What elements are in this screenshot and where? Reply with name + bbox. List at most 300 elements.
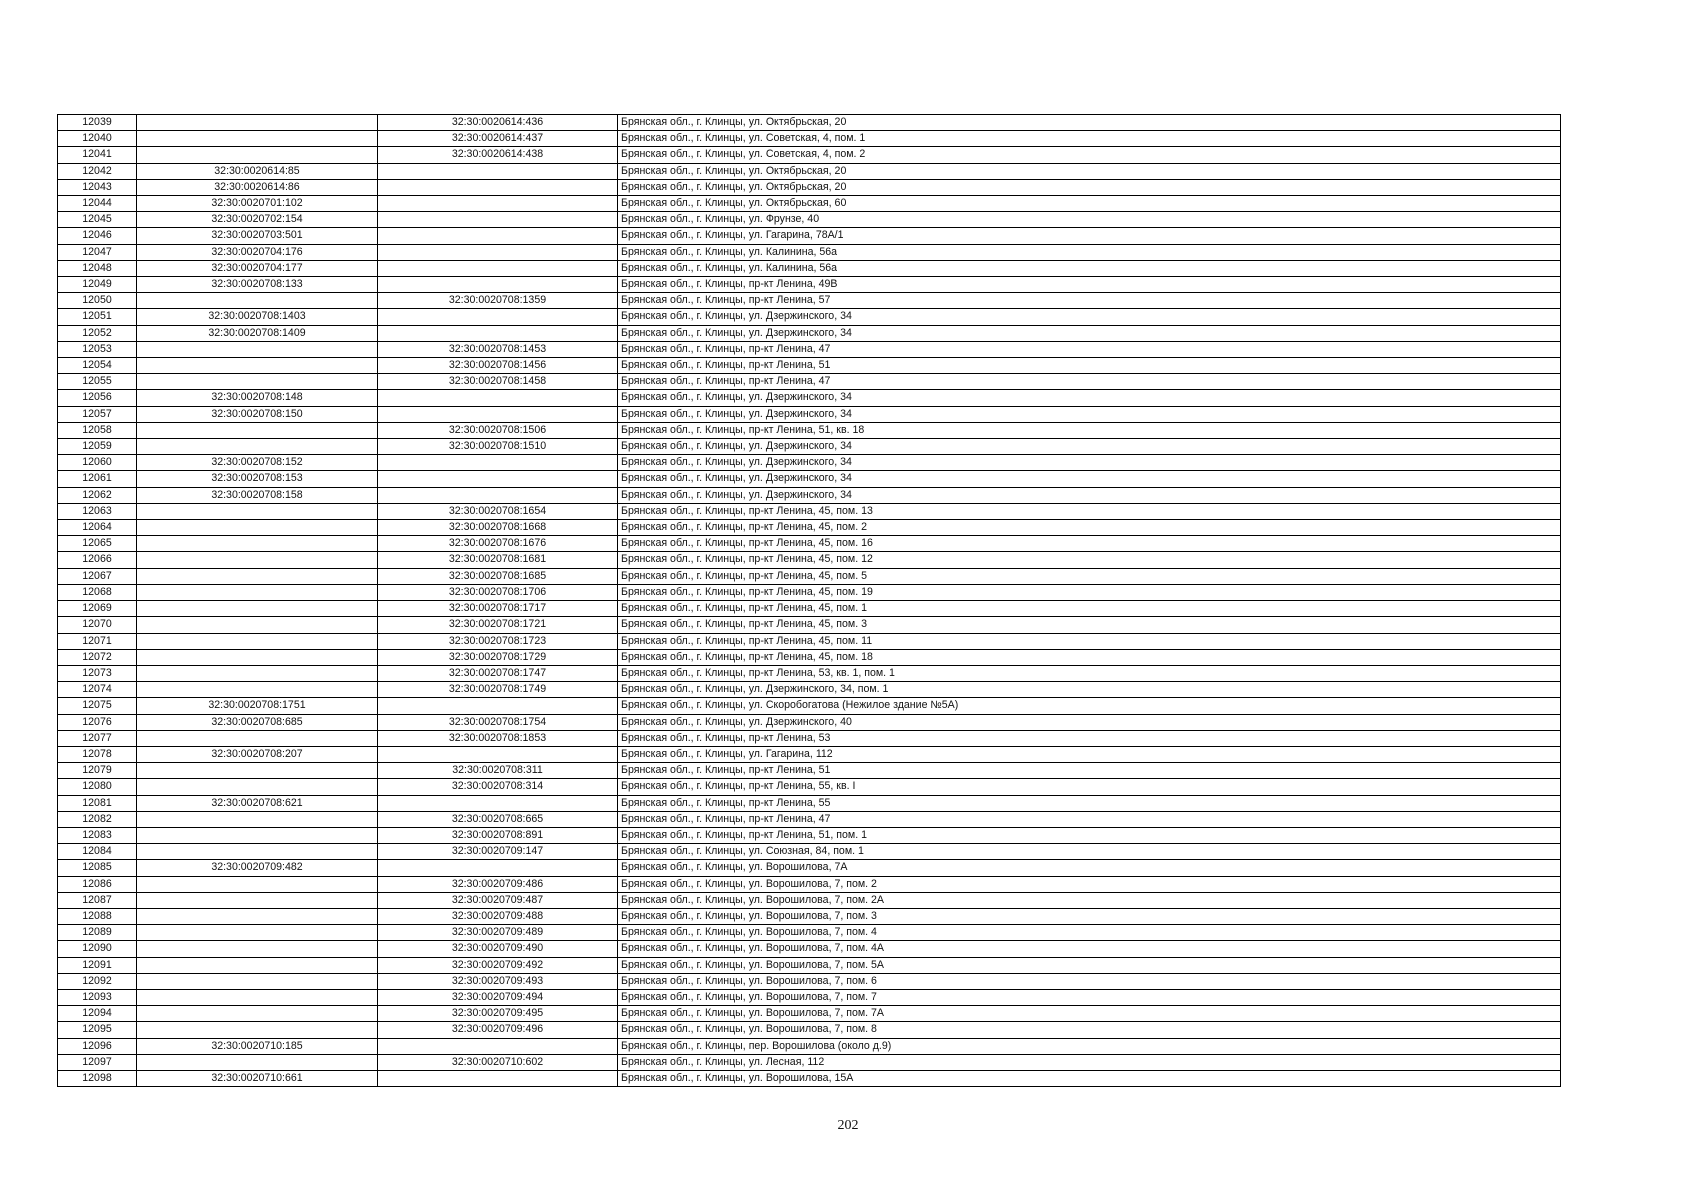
table-row — [58, 196, 1561, 212]
building-cadastral-number-cell: 32:30:0020708:1359 — [378, 293, 618, 309]
address-cell: Брянская обл., г. Клинцы, ул. Гагарина, 112 — [618, 746, 1561, 762]
building-cadastral-number-cell — [378, 309, 618, 325]
row-number-cell: 12073 — [58, 665, 137, 681]
table-row — [58, 325, 1561, 341]
address-cell: Брянская обл., г. Клинцы, ул. Дзержинского, 34 — [618, 309, 1561, 325]
cadastral-number-cell: 32:30:0020708:153 — [137, 471, 378, 487]
table-row — [58, 957, 1561, 973]
building-cadastral-number-cell: 32:30:0020709:486 — [378, 876, 618, 892]
cadastral-number-cell — [137, 892, 378, 908]
table-row — [58, 439, 1561, 455]
building-cadastral-number-cell — [378, 455, 618, 471]
row-number-cell: 12047 — [58, 244, 137, 260]
table-row — [58, 892, 1561, 908]
table-row — [58, 471, 1561, 487]
building-cadastral-number-cell: 32:30:0020708:1506 — [378, 422, 618, 438]
row-number-cell: 12061 — [58, 471, 137, 487]
cadastral-number-cell — [137, 131, 378, 147]
table-row — [58, 228, 1561, 244]
cadastral-number-cell: 32:30:0020708:158 — [137, 487, 378, 503]
building-cadastral-number-cell: 32:30:0020614:436 — [378, 115, 618, 131]
table-row — [58, 617, 1561, 633]
cadastral-number-cell — [137, 779, 378, 795]
row-number-cell: 12070 — [58, 617, 137, 633]
row-number-cell: 12066 — [58, 552, 137, 568]
building-cadastral-number-cell: 32:30:0020708:1676 — [378, 536, 618, 552]
table-row — [58, 746, 1561, 762]
row-number-cell: 12082 — [58, 811, 137, 827]
table-row — [58, 584, 1561, 600]
table-row — [58, 552, 1561, 568]
building-cadastral-number-cell: 32:30:0020708:1456 — [378, 358, 618, 374]
cadastral-number-cell — [137, 503, 378, 519]
cadastral-number-cell: 32:30:0020708:148 — [137, 390, 378, 406]
row-number-cell: 12089 — [58, 925, 137, 941]
cadastral-number-cell — [137, 147, 378, 163]
address-cell: Брянская обл., г. Клинцы, ул. Ворошилова, 7, пом. 4А — [618, 941, 1561, 957]
table-row — [58, 925, 1561, 941]
cadastral-number-cell — [137, 649, 378, 665]
address-cell: Брянская обл., г. Клинцы, ул. Дзержинского, 34 — [618, 439, 1561, 455]
cadastral-number-cell: 32:30:0020704:176 — [137, 244, 378, 260]
row-number-cell: 12095 — [58, 1022, 137, 1038]
building-cadastral-number-cell: 32:30:0020614:437 — [378, 131, 618, 147]
building-cadastral-number-cell: 32:30:0020709:490 — [378, 941, 618, 957]
row-number-cell: 12048 — [58, 260, 137, 276]
address-cell: Брянская обл., г. Клинцы, ул. Дзержинского, 34 — [618, 471, 1561, 487]
table-row — [58, 163, 1561, 179]
address-cell: Брянская обл., г. Клинцы, ул. Ворошилова, 7, пом. 2А — [618, 892, 1561, 908]
building-cadastral-number-cell — [378, 746, 618, 762]
address-cell: Брянская обл., г. Клинцы, пр-кт Ленина, 51 — [618, 358, 1561, 374]
address-cell: Брянская обл., г. Клинцы, ул. Дзержинского, 40 — [618, 714, 1561, 730]
building-cadastral-number-cell — [378, 163, 618, 179]
building-cadastral-number-cell — [378, 244, 618, 260]
cadastral-number-cell — [137, 1022, 378, 1038]
row-number-cell: 12062 — [58, 487, 137, 503]
cadastral-number-cell: 32:30:0020701:102 — [137, 196, 378, 212]
cadastral-table — [57, 114, 1561, 1087]
building-cadastral-number-cell: 32:30:0020709:147 — [378, 844, 618, 860]
table-row — [58, 601, 1561, 617]
building-cadastral-number-cell — [378, 860, 618, 876]
row-number-cell: 12052 — [58, 325, 137, 341]
building-cadastral-number-cell: 32:30:0020709:492 — [378, 957, 618, 973]
building-cadastral-number-cell: 32:30:0020708:1754 — [378, 714, 618, 730]
cadastral-number-cell: 32:30:0020708:207 — [137, 746, 378, 762]
building-cadastral-number-cell: 32:30:0020708:1706 — [378, 584, 618, 600]
cadastral-number-cell — [137, 568, 378, 584]
table-row — [58, 1022, 1561, 1038]
table-row — [58, 714, 1561, 730]
row-number-cell: 12083 — [58, 827, 137, 843]
address-cell: Брянская обл., г. Клинцы, ул. Ворошилова, 7, пом. 5А — [618, 957, 1561, 973]
building-cadastral-number-cell: 32:30:0020708:1717 — [378, 601, 618, 617]
table-row — [58, 682, 1561, 698]
address-cell: Брянская обл., г. Клинцы, пр-кт Ленина, 47 — [618, 341, 1561, 357]
cadastral-number-cell: 32:30:0020710:661 — [137, 1070, 378, 1086]
address-cell: Брянская обл., г. Клинцы, пр-кт Ленина, 55 — [618, 795, 1561, 811]
row-number-cell: 12091 — [58, 957, 137, 973]
cadastral-number-cell: 32:30:0020708:1409 — [137, 325, 378, 341]
cadastral-number-cell — [137, 682, 378, 698]
address-cell: Брянская обл., г. Клинцы, ул. Ворошилова, 7, пом. 7 — [618, 989, 1561, 1005]
cadastral-number-cell — [137, 665, 378, 681]
address-cell: Брянская обл., г. Клинцы, пр-кт Ленина, 45, пом. 1 — [618, 601, 1561, 617]
building-cadastral-number-cell: 32:30:0020709:494 — [378, 989, 618, 1005]
table-row — [58, 568, 1561, 584]
building-cadastral-number-cell: 32:30:0020708:1654 — [378, 503, 618, 519]
row-number-cell: 12058 — [58, 422, 137, 438]
address-cell: Брянская обл., г. Клинцы, пр-кт Ленина, 45, пом. 5 — [618, 568, 1561, 584]
building-cadastral-number-cell: 32:30:0020709:495 — [378, 1006, 618, 1022]
address-cell: Брянская обл., г. Клинцы, ул. Дзержинского, 34 — [618, 455, 1561, 471]
table-row — [58, 649, 1561, 665]
row-number-cell: 12044 — [58, 196, 137, 212]
building-cadastral-number-cell — [378, 1038, 618, 1054]
row-number-cell: 12075 — [58, 698, 137, 714]
building-cadastral-number-cell: 32:30:0020708:1681 — [378, 552, 618, 568]
cadastral-number-cell — [137, 941, 378, 957]
row-number-cell: 12065 — [58, 536, 137, 552]
table-row — [58, 665, 1561, 681]
row-number-cell: 12043 — [58, 179, 137, 195]
table-row — [58, 941, 1561, 957]
cadastral-number-cell — [137, 341, 378, 357]
row-number-cell: 12056 — [58, 390, 137, 406]
building-cadastral-number-cell: 32:30:0020708:1453 — [378, 341, 618, 357]
building-cadastral-number-cell: 32:30:0020709:487 — [378, 892, 618, 908]
building-cadastral-number-cell: 32:30:0020708:1749 — [378, 682, 618, 698]
table-row — [58, 341, 1561, 357]
table-row — [58, 358, 1561, 374]
row-number-cell: 12071 — [58, 633, 137, 649]
table-row — [58, 147, 1561, 163]
building-cadastral-number-cell: 32:30:0020708:665 — [378, 811, 618, 827]
building-cadastral-number-cell — [378, 260, 618, 276]
cadastral-number-cell: 32:30:0020614:86 — [137, 179, 378, 195]
row-number-cell: 12092 — [58, 973, 137, 989]
address-cell: Брянская обл., г. Клинцы, ул. Октябрьская, 20 — [618, 115, 1561, 131]
cadastral-number-cell — [137, 584, 378, 600]
address-cell: Брянская обл., г. Клинцы, пр-кт Ленина, 45, пом. 18 — [618, 649, 1561, 665]
row-number-cell: 12080 — [58, 779, 137, 795]
address-cell: Брянская обл., г. Клинцы, ул. Ворошилова, 7, пом. 6 — [618, 973, 1561, 989]
building-cadastral-number-cell: 32:30:0020708:1510 — [378, 439, 618, 455]
building-cadastral-number-cell — [378, 390, 618, 406]
building-cadastral-number-cell — [378, 277, 618, 293]
table-row — [58, 422, 1561, 438]
address-cell: Брянская обл., г. Клинцы, ул. Ворошилова, 7, пом. 2 — [618, 876, 1561, 892]
building-cadastral-number-cell: 32:30:0020710:602 — [378, 1054, 618, 1070]
building-cadastral-number-cell: 32:30:0020709:493 — [378, 973, 618, 989]
building-cadastral-number-cell: 32:30:0020708:1668 — [378, 520, 618, 536]
building-cadastral-number-cell: 32:30:0020708:1723 — [378, 633, 618, 649]
row-number-cell: 12067 — [58, 568, 137, 584]
address-cell: Брянская обл., г. Клинцы, пр-кт Ленина, 51, кв. 18 — [618, 422, 1561, 438]
cadastral-number-cell: 32:30:0020708:1403 — [137, 309, 378, 325]
building-cadastral-number-cell — [378, 698, 618, 714]
table-row — [58, 827, 1561, 843]
cadastral-number-cell — [137, 973, 378, 989]
address-cell: Брянская обл., г. Клинцы, пр-кт Ленина, 45, пом. 16 — [618, 536, 1561, 552]
building-cadastral-number-cell: 32:30:0020709:489 — [378, 925, 618, 941]
building-cadastral-number-cell — [378, 487, 618, 503]
address-cell: Брянская обл., г. Клинцы, ул. Союзная, 84, пом. 1 — [618, 844, 1561, 860]
row-number-cell: 12078 — [58, 746, 137, 762]
table-row — [58, 390, 1561, 406]
address-cell: Брянская обл., г. Клинцы, ул. Дзержинского, 34 — [618, 406, 1561, 422]
table-row — [58, 374, 1561, 390]
building-cadastral-number-cell: 32:30:0020708:1721 — [378, 617, 618, 633]
address-cell: Брянская обл., г. Клинцы, пр-кт Ленина, 45, пом. 19 — [618, 584, 1561, 600]
table-row — [58, 309, 1561, 325]
row-number-cell: 12064 — [58, 520, 137, 536]
address-cell: Брянская обл., г. Клинцы, пр-кт Ленина, 53 — [618, 730, 1561, 746]
table-row — [58, 487, 1561, 503]
cadastral-number-cell — [137, 374, 378, 390]
cadastral-number-cell: 32:30:0020704:177 — [137, 260, 378, 276]
table-row — [58, 844, 1561, 860]
building-cadastral-number-cell — [378, 228, 618, 244]
cadastral-number-cell — [137, 520, 378, 536]
row-number-cell: 12041 — [58, 147, 137, 163]
building-cadastral-number-cell: 32:30:0020708:1853 — [378, 730, 618, 746]
address-cell: Брянская обл., г. Клинцы, пр-кт Ленина, 51 — [618, 763, 1561, 779]
table-row — [58, 406, 1561, 422]
address-cell: Брянская обл., г. Клинцы, ул. Октябрьская, 60 — [618, 196, 1561, 212]
address-cell: Брянская обл., г. Клинцы, пр-кт Ленина, 45, пом. 13 — [618, 503, 1561, 519]
row-number-cell: 12094 — [58, 1006, 137, 1022]
row-number-cell: 12090 — [58, 941, 137, 957]
cadastral-number-cell — [137, 1006, 378, 1022]
cadastral-number-cell — [137, 811, 378, 827]
table-row — [58, 860, 1561, 876]
table-row — [58, 1038, 1561, 1054]
cadastral-number-cell — [137, 439, 378, 455]
row-number-cell: 12085 — [58, 860, 137, 876]
address-cell: Брянская обл., г. Клинцы, ул. Октябрьская, 20 — [618, 163, 1561, 179]
building-cadastral-number-cell: 32:30:0020708:311 — [378, 763, 618, 779]
row-number-cell: 12055 — [58, 374, 137, 390]
table-row — [58, 179, 1561, 195]
building-cadastral-number-cell: 32:30:0020708:891 — [378, 827, 618, 843]
cadastral-number-cell — [137, 617, 378, 633]
cadastral-number-cell — [137, 827, 378, 843]
address-cell: Брянская обл., г. Клинцы, ул. Советская, 4, пом. 1 — [618, 131, 1561, 147]
cadastral-number-cell: 32:30:0020708:1751 — [137, 698, 378, 714]
row-number-cell: 12068 — [58, 584, 137, 600]
building-cadastral-number-cell: 32:30:0020709:496 — [378, 1022, 618, 1038]
table-body — [58, 115, 1561, 1087]
cadastral-number-cell: 32:30:0020702:154 — [137, 212, 378, 228]
row-number-cell: 12079 — [58, 763, 137, 779]
table-row — [58, 131, 1561, 147]
table-row — [58, 520, 1561, 536]
address-cell: Брянская обл., г. Клинцы, ул. Ворошилова, 7, пом. 3 — [618, 908, 1561, 924]
address-cell: Брянская обл., г. Клинцы, ул. Лесная, 112 — [618, 1054, 1561, 1070]
building-cadastral-number-cell — [378, 212, 618, 228]
table-row — [58, 908, 1561, 924]
row-number-cell: 12096 — [58, 1038, 137, 1054]
address-cell: Брянская обл., г. Клинцы, пр-кт Ленина, 45, пом. 3 — [618, 617, 1561, 633]
row-number-cell: 12086 — [58, 876, 137, 892]
address-cell: Брянская обл., г. Клинцы, ул. Дзержинского, 34, пом. 1 — [618, 682, 1561, 698]
address-cell: Брянская обл., г. Клинцы, пер. Ворошилова (около д.9) — [618, 1038, 1561, 1054]
address-cell: Брянская обл., г. Клинцы, пр-кт Ленина, 47 — [618, 374, 1561, 390]
cadastral-number-cell — [137, 633, 378, 649]
building-cadastral-number-cell: 32:30:0020708:1729 — [378, 649, 618, 665]
row-number-cell: 12072 — [58, 649, 137, 665]
page-number: 202 — [837, 1118, 859, 1133]
row-number-cell: 12051 — [58, 309, 137, 325]
cadastral-number-cell — [137, 552, 378, 568]
row-number-cell: 12093 — [58, 989, 137, 1005]
address-cell: Брянская обл., г. Клинцы, пр-кт Ленина, 45, пом. 11 — [618, 633, 1561, 649]
table-row — [58, 973, 1561, 989]
cadastral-number-cell — [137, 115, 378, 131]
table-row — [58, 1006, 1561, 1022]
address-cell: Брянская обл., г. Клинцы, ул. Ворошилова, 7, пом. 4 — [618, 925, 1561, 941]
address-cell: Брянская обл., г. Клинцы, пр-кт Ленина, 45, пом. 12 — [618, 552, 1561, 568]
building-cadastral-number-cell: 32:30:0020708:1458 — [378, 374, 618, 390]
row-number-cell: 12084 — [58, 844, 137, 860]
address-cell: Брянская обл., г. Клинцы, пр-кт Ленина, 57 — [618, 293, 1561, 309]
address-cell: Брянская обл., г. Клинцы, ул. Дзержинского, 34 — [618, 487, 1561, 503]
row-number-cell: 12057 — [58, 406, 137, 422]
address-cell: Брянская обл., г. Клинцы, ул. Ворошилова, 7, пом. 7А — [618, 1006, 1561, 1022]
cadastral-number-cell — [137, 358, 378, 374]
cadastral-number-cell — [137, 1054, 378, 1070]
table-row — [58, 1054, 1561, 1070]
building-cadastral-number-cell — [378, 1070, 618, 1086]
address-cell: Брянская обл., г. Клинцы, ул. Ворошилова, 7А — [618, 860, 1561, 876]
row-number-cell: 12045 — [58, 212, 137, 228]
address-cell: Брянская обл., г. Клинцы, ул. Калинина, 56а — [618, 260, 1561, 276]
cadastral-number-cell: 32:30:0020708:133 — [137, 277, 378, 293]
cadastral-number-cell: 32:30:0020708:685 — [137, 714, 378, 730]
row-number-cell: 12098 — [58, 1070, 137, 1086]
row-number-cell: 12053 — [58, 341, 137, 357]
row-number-cell: 12063 — [58, 503, 137, 519]
cadastral-number-cell — [137, 536, 378, 552]
table-row — [58, 260, 1561, 276]
cadastral-number-cell: 32:30:0020709:482 — [137, 860, 378, 876]
address-cell: Брянская обл., г. Клинцы, ул. Ворошилова, 7, пом. 8 — [618, 1022, 1561, 1038]
cadastral-number-cell — [137, 601, 378, 617]
cadastral-number-cell — [137, 925, 378, 941]
table-row — [58, 115, 1561, 131]
address-cell: Брянская обл., г. Клинцы, ул. Фрунзе, 40 — [618, 212, 1561, 228]
table-row — [58, 795, 1561, 811]
cadastral-number-cell: 32:30:0020703:501 — [137, 228, 378, 244]
table-row — [58, 876, 1561, 892]
row-number-cell: 12040 — [58, 131, 137, 147]
building-cadastral-number-cell: 32:30:0020708:1685 — [378, 568, 618, 584]
row-number-cell: 12042 — [58, 163, 137, 179]
cadastral-number-cell — [137, 989, 378, 1005]
cadastral-number-cell — [137, 422, 378, 438]
table-row — [58, 277, 1561, 293]
building-cadastral-number-cell — [378, 325, 618, 341]
address-cell: Брянская обл., г. Клинцы, ул. Гагарина, 78А/1 — [618, 228, 1561, 244]
table-row — [58, 698, 1561, 714]
row-number-cell: 12054 — [58, 358, 137, 374]
row-number-cell: 12069 — [58, 601, 137, 617]
address-cell: Брянская обл., г. Клинцы, ул. Скоробогатова (Нежилое здание №5А) — [618, 698, 1561, 714]
building-cadastral-number-cell: 32:30:0020709:488 — [378, 908, 618, 924]
table-row — [58, 536, 1561, 552]
address-cell: Брянская обл., г. Клинцы, ул. Калинина, 56а — [618, 244, 1561, 260]
row-number-cell: 12060 — [58, 455, 137, 471]
row-number-cell: 12059 — [58, 439, 137, 455]
address-cell: Брянская обл., г. Клинцы, пр-кт Ленина, 53, кв. 1, пом. 1 — [618, 665, 1561, 681]
building-cadastral-number-cell: 32:30:0020708:1747 — [378, 665, 618, 681]
cadastral-number-cell: 32:30:0020708:152 — [137, 455, 378, 471]
cadastral-number-cell — [137, 908, 378, 924]
table-row — [58, 455, 1561, 471]
table-row — [58, 633, 1561, 649]
cadastral-number-cell — [137, 293, 378, 309]
cadastral-number-cell: 32:30:0020614:85 — [137, 163, 378, 179]
address-cell: Брянская обл., г. Клинцы, пр-кт Ленина, 51, пом. 1 — [618, 827, 1561, 843]
table-row — [58, 503, 1561, 519]
table-row — [58, 212, 1561, 228]
building-cadastral-number-cell — [378, 471, 618, 487]
cadastral-number-cell — [137, 730, 378, 746]
cadastral-number-cell: 32:30:0020708:150 — [137, 406, 378, 422]
address-cell: Брянская обл., г. Клинцы, пр-кт Ленина, 55, кв. I — [618, 779, 1561, 795]
address-cell: Брянская обл., г. Клинцы, ул. Дзержинского, 34 — [618, 325, 1561, 341]
table-row — [58, 1070, 1561, 1086]
cadastral-number-cell: 32:30:0020710:185 — [137, 1038, 378, 1054]
row-number-cell: 12046 — [58, 228, 137, 244]
table-row — [58, 989, 1561, 1005]
address-cell: Брянская обл., г. Клинцы, ул. Ворошилова, 15А — [618, 1070, 1561, 1086]
row-number-cell: 12039 — [58, 115, 137, 131]
table-row — [58, 779, 1561, 795]
row-number-cell: 12088 — [58, 908, 137, 924]
building-cadastral-number-cell — [378, 196, 618, 212]
cadastral-number-cell — [137, 844, 378, 860]
table-row — [58, 763, 1561, 779]
row-number-cell: 12081 — [58, 795, 137, 811]
row-number-cell: 12050 — [58, 293, 137, 309]
cadastral-number-cell: 32:30:0020708:621 — [137, 795, 378, 811]
row-number-cell: 12087 — [58, 892, 137, 908]
address-cell: Брянская обл., г. Клинцы, ул. Советская, 4, пом. 2 — [618, 147, 1561, 163]
row-number-cell: 12076 — [58, 714, 137, 730]
address-cell: Брянская обл., г. Клинцы, пр-кт Ленина, 49В — [618, 277, 1561, 293]
row-number-cell: 12074 — [58, 682, 137, 698]
table-row — [58, 293, 1561, 309]
row-number-cell: 12077 — [58, 730, 137, 746]
address-cell: Брянская обл., г. Клинцы, ул. Октябрьская, 20 — [618, 179, 1561, 195]
building-cadastral-number-cell: 32:30:0020614:438 — [378, 147, 618, 163]
address-cell: Брянская обл., г. Клинцы, ул. Дзержинского, 34 — [618, 390, 1561, 406]
building-cadastral-number-cell: 32:30:0020708:314 — [378, 779, 618, 795]
building-cadastral-number-cell — [378, 179, 618, 195]
building-cadastral-number-cell — [378, 795, 618, 811]
cadastral-number-cell — [137, 957, 378, 973]
table-row — [58, 811, 1561, 827]
table-row — [58, 730, 1561, 746]
row-number-cell: 12049 — [58, 277, 137, 293]
address-cell: Брянская обл., г. Клинцы, пр-кт Ленина, 47 — [618, 811, 1561, 827]
building-cadastral-number-cell — [378, 406, 618, 422]
table-row — [58, 244, 1561, 260]
row-number-cell: 12097 — [58, 1054, 137, 1070]
